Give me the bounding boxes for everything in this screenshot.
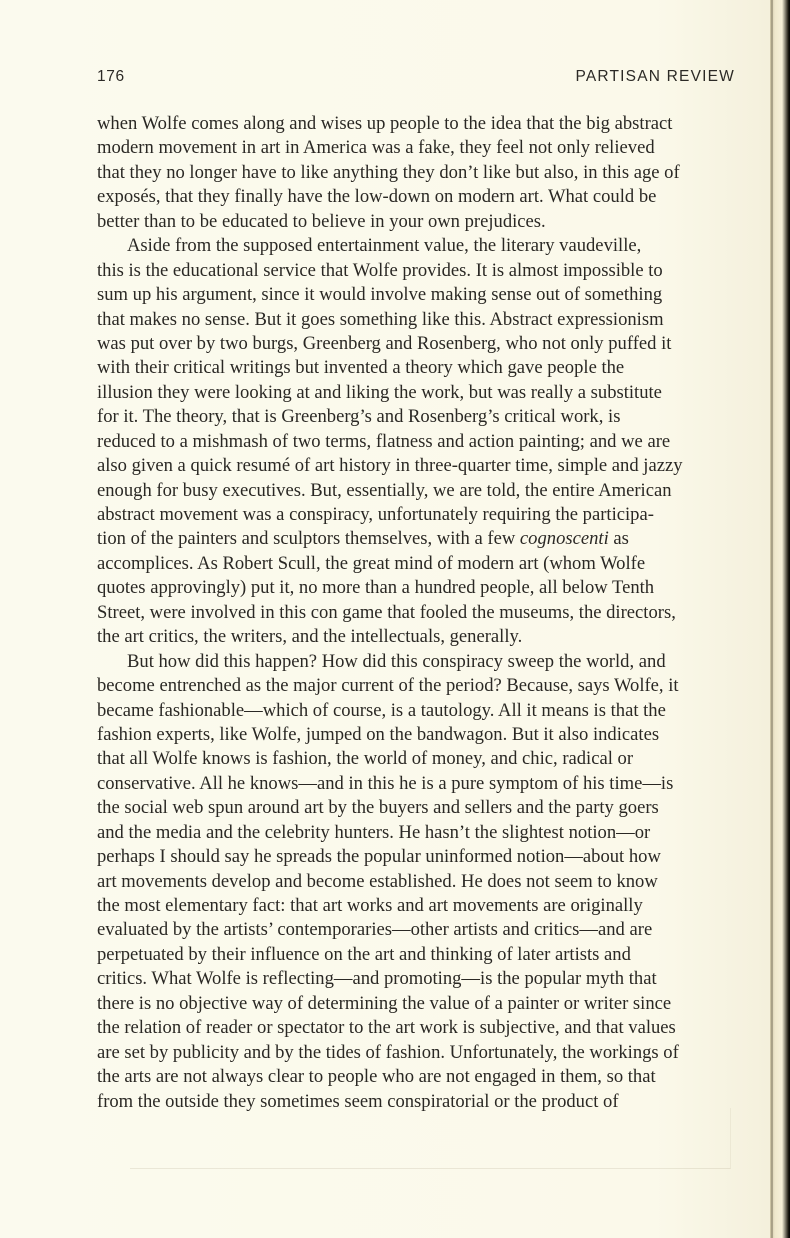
text-line: that all Wolfe knows is fashion, the world of money, and chic, radical or	[97, 748, 634, 770]
italic-term: cognoscenti	[519, 528, 609, 550]
book-spine-shadow	[770, 0, 790, 1238]
text-line: But how did this happen? How did this conspiracy sweep the world, and	[127, 650, 666, 672]
text-line: enough for busy executives. But, essentially, we are told, the entire American	[97, 479, 672, 501]
text-line: conservative. All he knows—and in this he is a pure symptom of his time—is	[97, 772, 674, 794]
text-line: Aside from the supposed entertainment value, the literary vaudeville,	[127, 235, 642, 257]
text-line: the social web spun around art by the buyers and sellers and the party goers	[97, 797, 659, 819]
text-line: are set by publicity and by the tides of fashion. Unfortunately, the workings of	[97, 1041, 679, 1063]
text-line: that they no longer have to like anything they don’t like but also, in this age of	[97, 161, 680, 183]
text-line: and the media and the celebrity hunters. He hasn’t the slightest notion—or	[97, 821, 651, 843]
text-line: quotes approvingly) put it, no more than a hundred people, all below Tenth	[97, 577, 655, 599]
text-line: the art critics, the writers, and the intellectuals, generally.	[97, 626, 523, 648]
text-line: became fashionable—which of course, is a tautology. All it means is that the	[97, 699, 666, 721]
text-line: modern movement in art in America was a fake, they feel not only relieved	[97, 137, 655, 159]
text-line: better than to be educated to believe in your own prejudices.	[97, 210, 546, 232]
body-text	[97, 112, 735, 1114]
text-line: become entrenched as the major current of the period? Because, says Wolfe, it	[97, 675, 679, 697]
text-line: the most elementary fact: that art works and art movements are originally	[97, 895, 643, 916]
text-line: art movements develop and become established. He does not seem to know	[97, 870, 658, 892]
text-line: perhaps I should say he spreads the popular uninformed notion—about how	[97, 846, 661, 868]
text-segment: as	[608, 528, 629, 550]
text-line: fashion experts, like Wolfe, jumped on the bandwagon. But it also indicates	[97, 723, 660, 745]
text-line: evaluated by the artists’ contemporaries—other artists and critics—and are	[97, 919, 653, 941]
text-line: sum up his argument, since it would involve making sense out of something	[97, 284, 663, 306]
text-line: Street, were involved in this con game that fooled the museums, the directors,	[97, 601, 676, 623]
text-line: there is no objective way of determining the value of a painter or writer since	[97, 992, 672, 1014]
text-line: for it. The theory, that is Greenberg’s and Rosenberg’s critical work, is	[97, 406, 621, 428]
page-number: 176	[97, 68, 125, 85]
text-line: from the outside they sometimes seem conspiratorial or the product of	[97, 1090, 619, 1112]
text-line: was put over by two burgs, Greenberg and Rosenberg, who not only puffed it	[97, 332, 672, 354]
page-header	[97, 68, 735, 90]
text-line: the arts are not always clear to people who are not engaged in them, so that	[97, 1066, 656, 1088]
show-through-artifact	[130, 1108, 731, 1169]
text-line: the relation of reader or spectator to the art work is subjective, and that values	[97, 1017, 676, 1039]
text-line	[97, 527, 735, 551]
text-line: when Wolfe comes along and wises up people to the idea that the big abstract	[97, 113, 673, 134]
text-line: illusion they were looking at and liking the work, but was really a substitute	[97, 381, 662, 403]
text-line: that makes no sense. But it goes something like this. Abstract expressionism	[97, 308, 664, 330]
text-line: reduced to a mishmash of two terms, flatness and action painting; and we are	[97, 430, 671, 452]
text-line: abstract movement was a conspiracy, unfortunately requiring the participa-	[97, 504, 654, 525]
text-line: this is the educational service that Wolfe provides. It is almost impossible to	[97, 259, 663, 281]
text-line: with their critical writings but invented a theory which gave people the	[97, 357, 625, 379]
text-line: exposés, that they finally have the low-down on modern art. What could be	[97, 186, 657, 208]
running-head: PARTISAN REVIEW	[575, 68, 735, 85]
text-line: accomplices. As Robert Scull, the great mind of modern art (whom Wolfe	[97, 552, 646, 574]
text-line: critics. What Wolfe is reflecting—and promoting—is the popular myth that	[97, 968, 657, 990]
text-line: also given a quick resumé of art history in three-quarter time, simple and jazzy	[97, 455, 683, 477]
text-segment: tion of the painters and sculptors themselves, with a few	[97, 528, 520, 550]
page-edge	[771, 0, 773, 1238]
text-line: perpetuated by their influence on the art and thinking of later artists and	[97, 943, 631, 965]
